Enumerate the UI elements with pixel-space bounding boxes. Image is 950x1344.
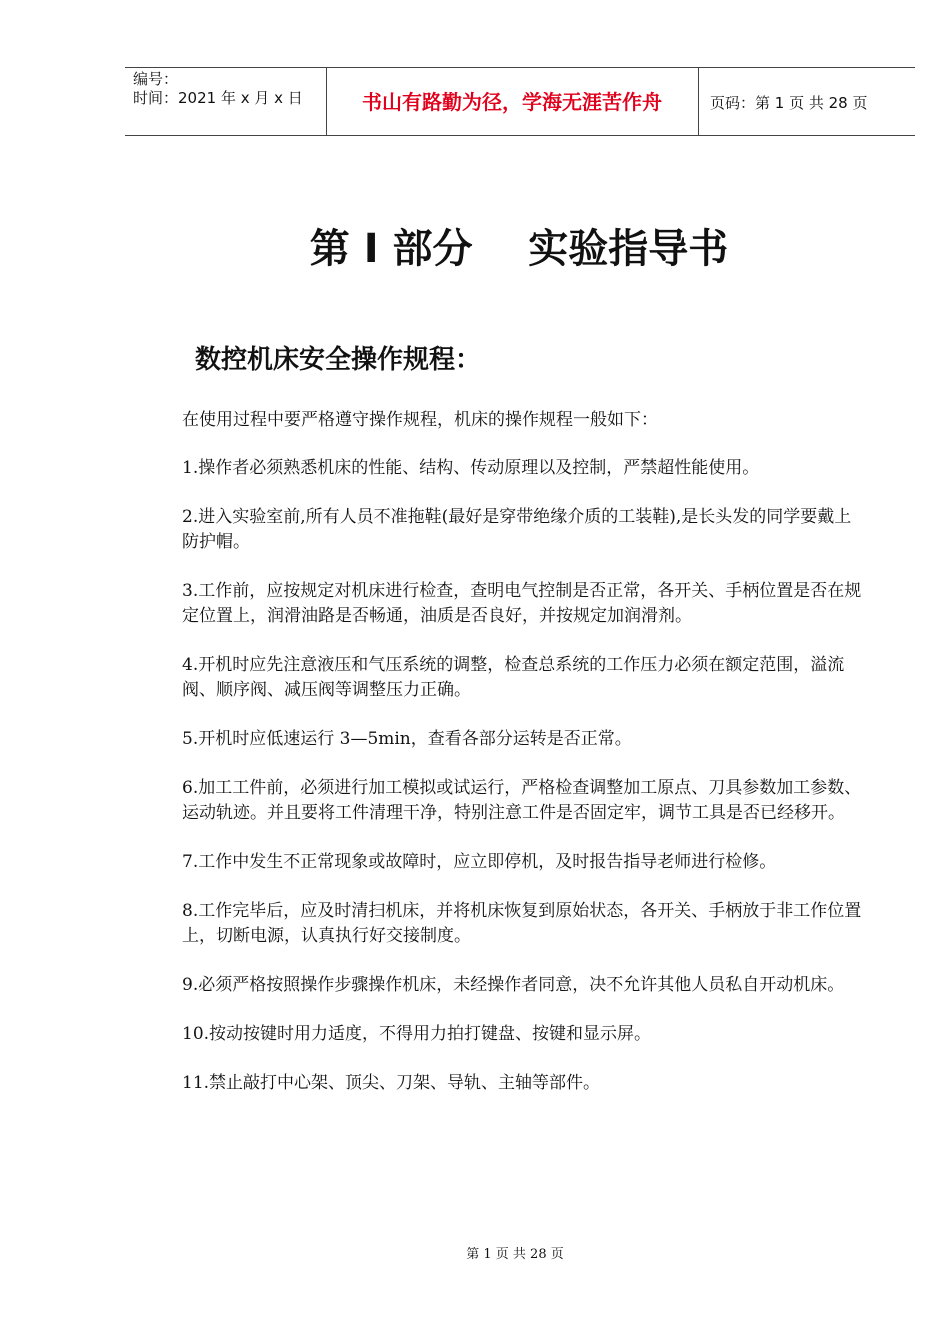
header-motto: 书山有路勤为径，学海无涯苦作舟 — [362, 90, 662, 114]
rule-item: 4.开机时应先注意液压和气压系统的调整，检查总系统的工作压力必须在额定范围，溢流阀、顺序阀、减压阀等调整压力正确。 — [182, 655, 845, 700]
header-number-label: 编号： — [133, 70, 179, 88]
intro-paragraph: 在使用过程中要严格遵守操作规程，机床的操作规程一般如下： — [182, 410, 658, 430]
rule-item: 2.进入实验室前,所有人员不准拖鞋(最好是穿带绝缘介质的工装鞋),是长头发的同学要戴上防护帽。 — [182, 507, 852, 552]
rule-item: 7.工作中发生不正常现象或故障时，应立即停机，及时报告指导老师进行检修。 — [182, 852, 777, 872]
rule-item: 11.禁止敲打中心架、顶尖、刀架、导轨、主轴等部件。 — [182, 1073, 601, 1093]
rule-item: 3.工作前，应按规定对机床进行检查，查明电气控制是否正常，各开关、手柄位置是否在规定位置上，润滑油路是否畅通，油质是否良好，并按规定加润滑剂。 — [182, 581, 862, 626]
header-top-rule — [125, 67, 915, 68]
header-meta — [133, 70, 303, 108]
header-bottom-rule — [125, 135, 915, 136]
rule-item: 1.操作者必须熟悉机床的性能、结构、传动原理以及控制，严禁超性能使用。 — [182, 458, 760, 478]
page-footer: 第 1 页 共 28 页 — [466, 1247, 564, 1262]
rule-item: 5.开机时应低速运行 3—5min，查看各部分运转是否正常。 — [182, 729, 632, 749]
rule-item: 10.按动按键时用力适度，不得用力拍打键盘、按键和显示屏。 — [182, 1024, 652, 1044]
page-title: 第 I 部分 实验指导书 — [309, 226, 729, 272]
section-heading: 数控机床安全操作规程： — [195, 345, 482, 375]
header-divider-right — [698, 67, 699, 135]
document-body — [182, 408, 862, 1120]
header-page-info: 页码：第 1 页 共 28 页 — [710, 94, 868, 112]
rule-item: 6.加工工件前，必须进行加工模拟或试运行，严格检查调整加工原点、刀具参数加工参数、运动轨迹。并且要将工件清理干净，特别注意工件是否固定牢，调节工具是否已经移开。 — [182, 778, 862, 823]
header-time-label: 时间：2021 年 x 月 x 日 — [133, 89, 303, 107]
rule-item: 9.必须严格按照操作步骤操作机床，未经操作者同意，决不允许其他人员私自开动机床。 — [182, 975, 845, 995]
rule-item: 8.工作完毕后，应及时清扫机床，并将机床恢复到原始状态，各开关、手柄放于非工作位置上，切断电源，认真执行好交接制度。 — [182, 901, 862, 946]
